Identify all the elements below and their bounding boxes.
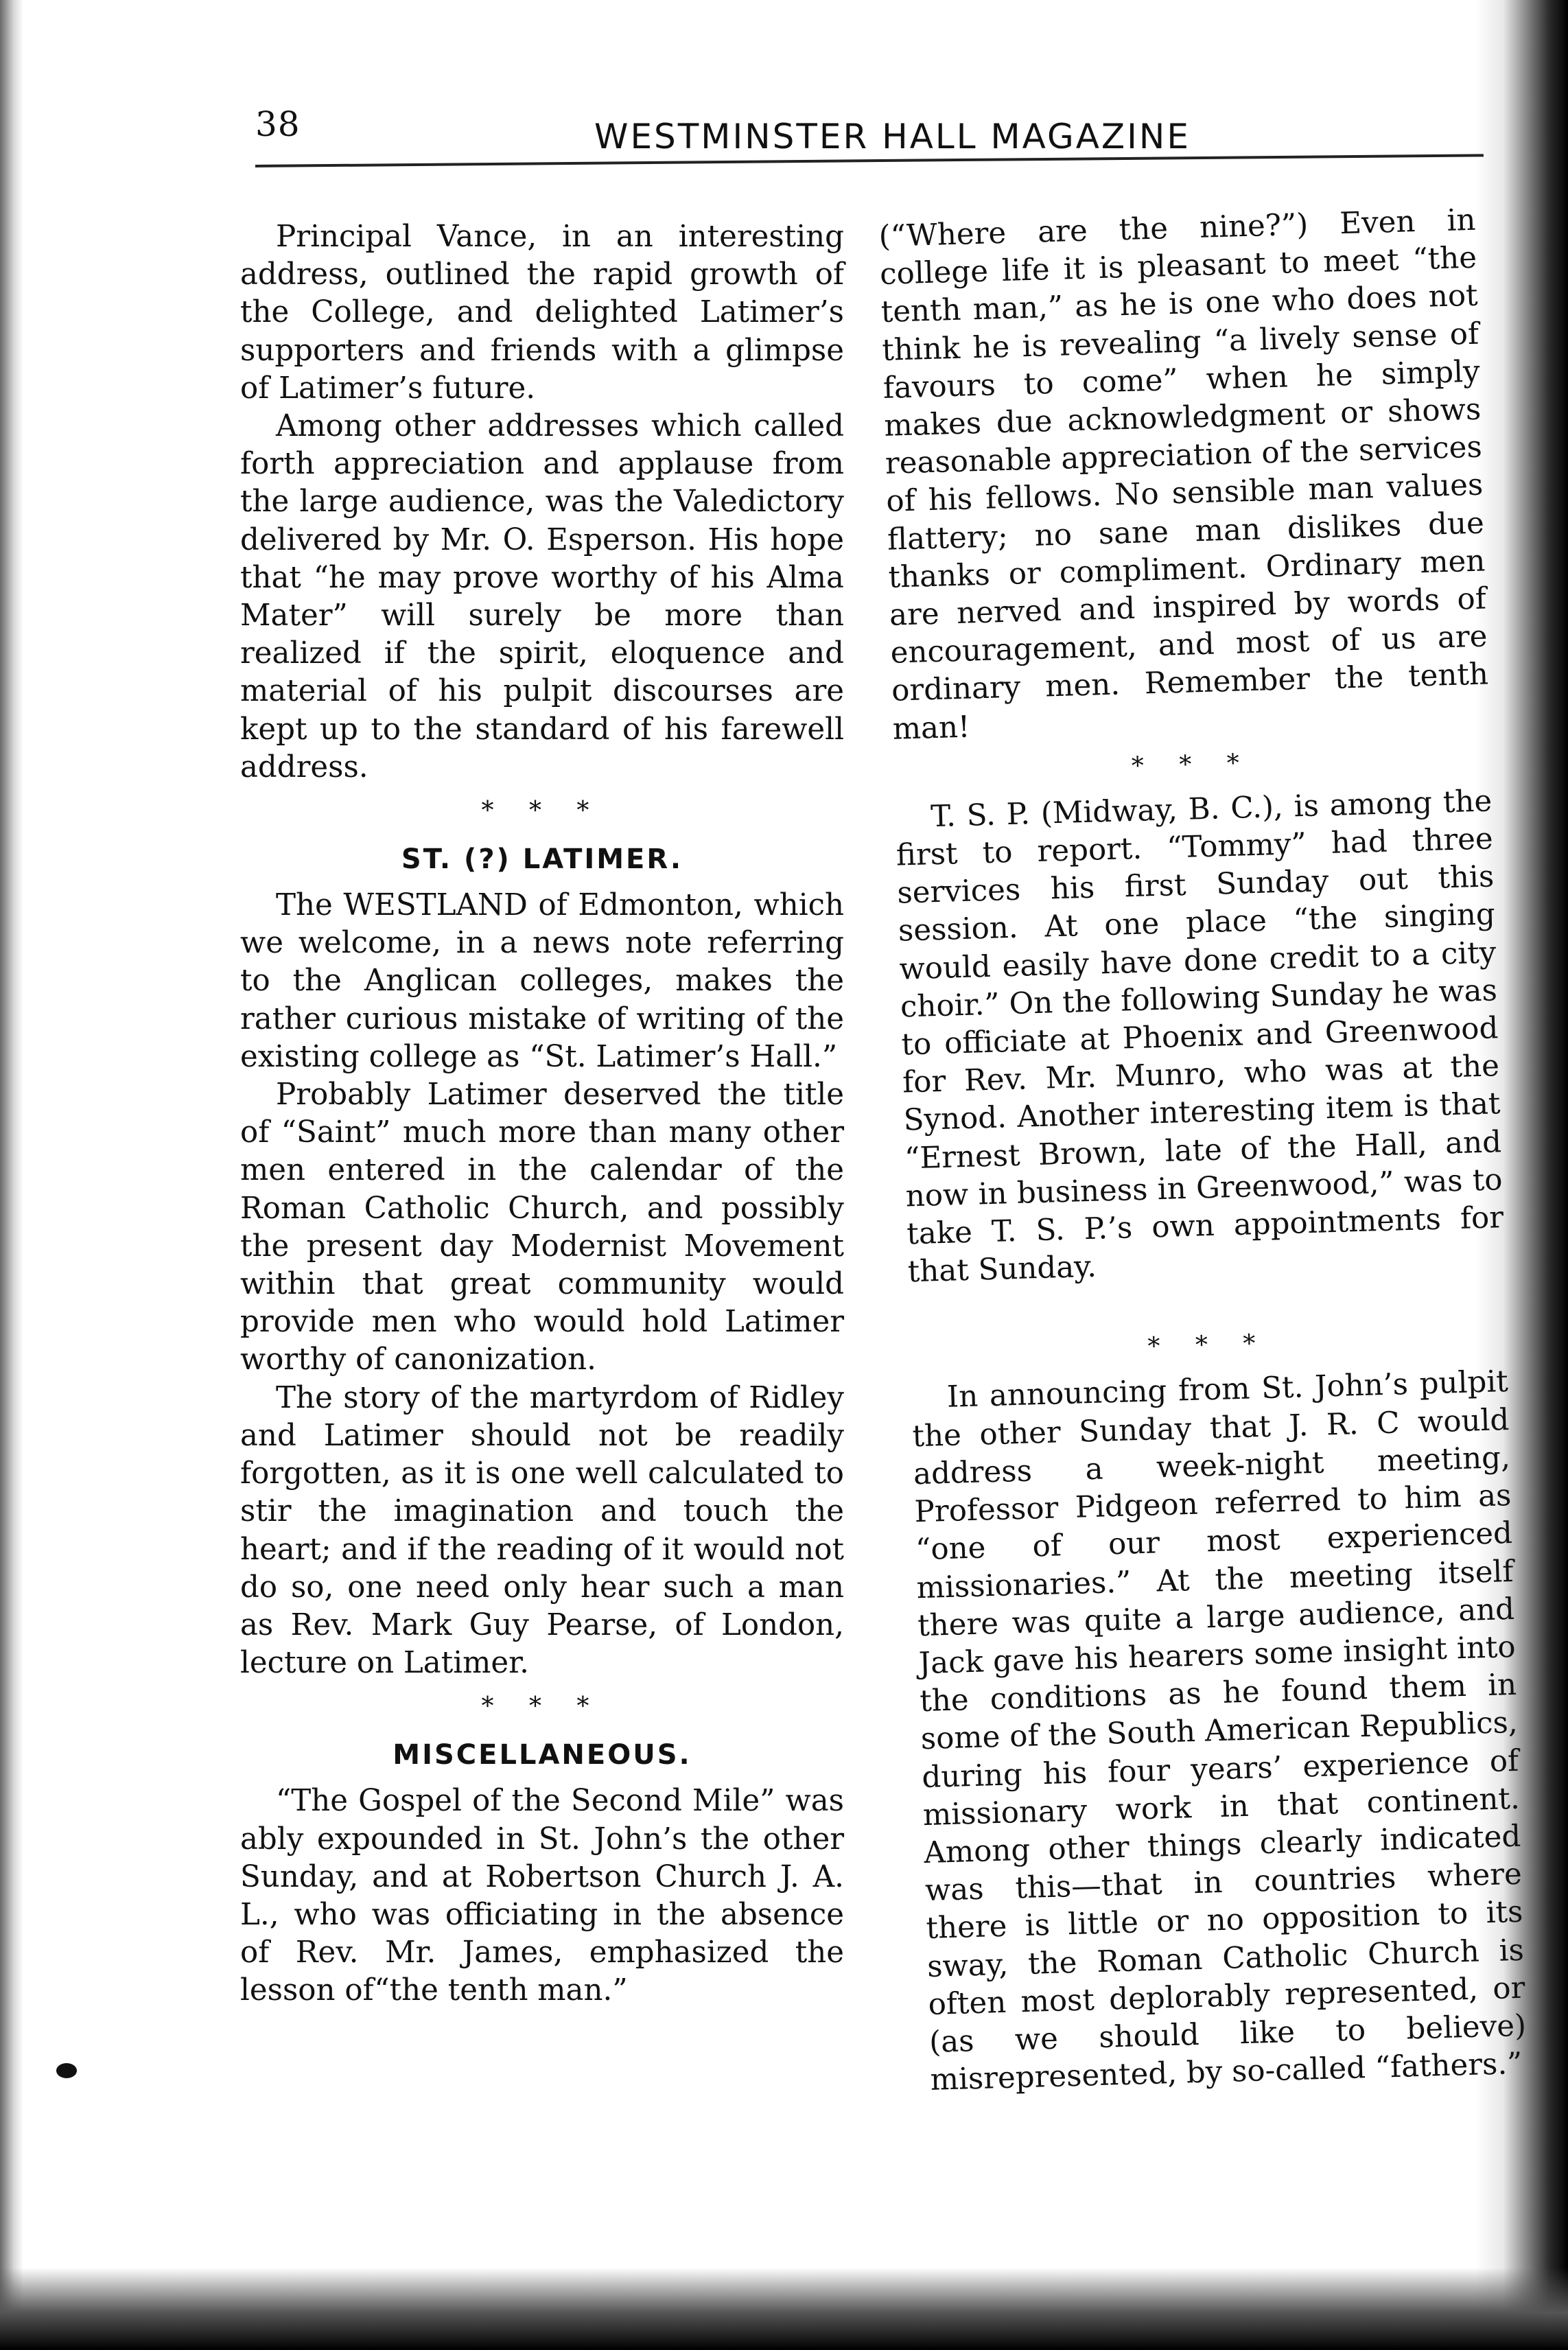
ink-blot	[56, 2063, 77, 2078]
paragraph: T. S. P. (Midway, B. C.), is among the first to report. “Tommy” had three services his first Sunday out this session. At one place “the singing would easily have done credit to a city choir.” On the following Sunday he was to officiate at Phoenix and Greenwood for Rev. Mr. Munro, who was at the Synod. Another interesting item is that “Ernest Brown, late of the Hall, and now in business in Greenwood,” was to take T. S. P.’s own appointments for that Sunday.	[896, 784, 1504, 1290]
section-divider: * * *	[481, 1692, 603, 1721]
section-divider: * * *	[1147, 1329, 1270, 1362]
paragraph: “The Gospel of the Second Mile” was ably expounded in St. John’s the other Sunday, and at Robertson Church J. A. L., who was officiating in the absence of Rev. Mr. James, emphasized the lesson of“the tenth man.”	[240, 1784, 844, 2008]
paragraph: The story of the martyrdom of Ridley and Latimer should not be readily forgotten, as it is one well calculated to stir the imagination and touch the heart; and if the reading of it would not do so, one need only hear such a man as Rev. Mark Guy Pearse, of London, lecture on Latimer.	[240, 1380, 844, 1681]
paragraph: The WESTLAND of Edmonton, which we welcome, in a news note referring to the Anglican colleges, makes the rather curious mistake of writing of the existing college as “St. Latimer’s Hall.”	[240, 888, 844, 1074]
left-column	[240, 218, 844, 2010]
bottom-scan-shadow	[0, 2268, 1568, 2350]
paragraph: Principal Vance, in an interesting address, outlined the rapid growth of the College, and delighted Latimer’s supporters and friends with a glimpse of Latimer’s future.	[240, 220, 844, 406]
paragraph: In announcing from St. John’s pulpit the other Sunday that J. R. C would address a week-night meeting, Professor Pidgeon referred to him as “one of our most experienced missionaries.” At the meeting itself there was quite a large audience, and Jack gave his hearers some insight into the conditions as he found them in some of the South American Republics, during his four years’ experience of missionary work in that continent. Among other things clearly indicated was this—that in countries where there is little or no opposition to its sway, the Roman Catholic Church is often most deplorably represented, or (as we should like to believe) misrepresented, by so-called “fathers.”	[911, 1364, 1527, 2098]
section-divider: * * *	[1131, 748, 1254, 780]
paragraph: (“Where are the nine?”) Even in college life it is pleasant to meet “the tenth man,” as he is one who does not think he is revealing “a lively sense of favours to come” when he simply makes due acknowledgment or shows reasonable appreciation of the services of his fellows. No sensible man values flattery; no sane man dislikes due thanks or compliment. Ordinary men are nerved and inspired by words of encouragement, and most of us are ordinary men. Remember the tenth man!	[878, 202, 1489, 747]
section-divider: * * *	[481, 797, 603, 826]
right-column	[878, 202, 1528, 2100]
paragraph: Probably Latimer deserved the title of “Saint” much more than many other men entered in the calendar of the Roman Catholic Church, and possibly the present day Modernist Movement within that great community would provide men who would hold Latimer worthy of canonization.	[240, 1078, 844, 1377]
paragraph: Among other addresses which called forth appreciation and applause from the large audience, was the Valedictory delivered by Mr. O. Esperson. His hope that “he may prove worthy of his Alma Mater” will surely be more than realized if the spirit, eloquence and material of his pulpit discourses are kept up to the standard of his farewell address.	[240, 409, 844, 784]
section-heading: ST. (?) LATIMER.	[401, 844, 683, 876]
running-head-title: WESTMINSTER HALL MAGAZINE	[594, 117, 1191, 156]
section-heading: MISCELLANEOUS.	[393, 1739, 692, 1771]
page-binding-edge	[0, 0, 23, 2350]
page-number: 38	[255, 104, 301, 144]
